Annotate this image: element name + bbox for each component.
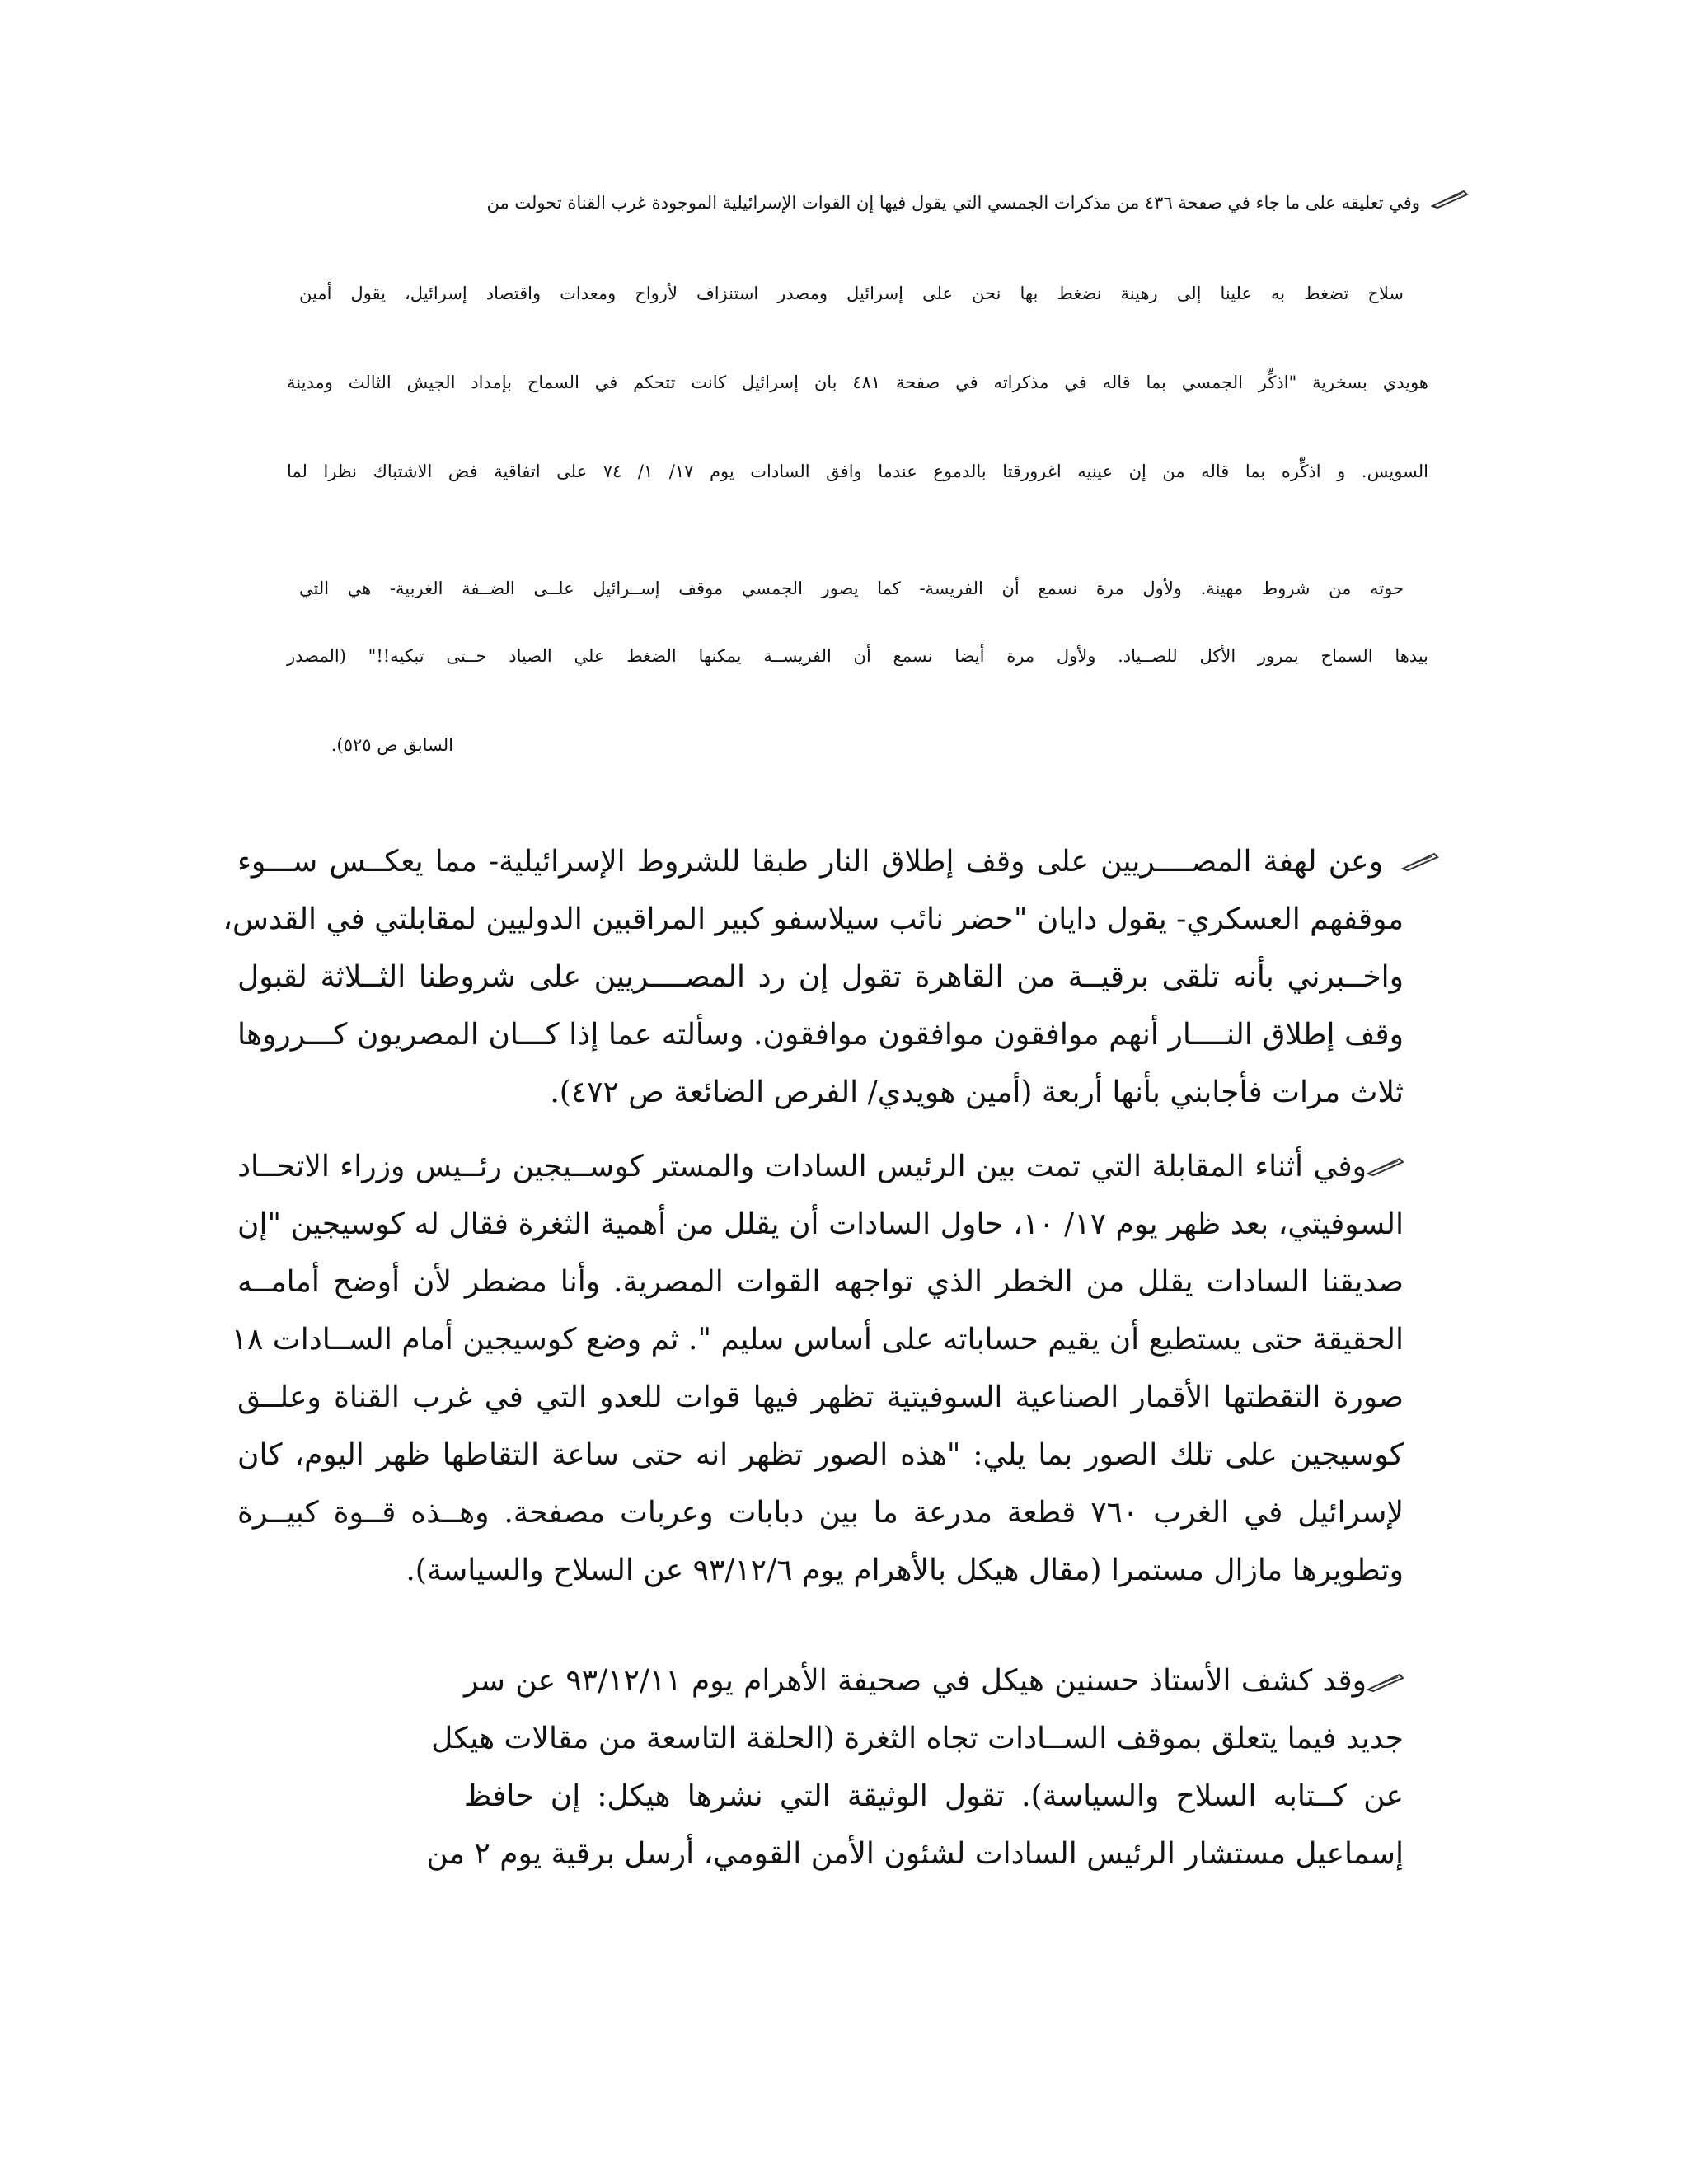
quill-pen-icon bbox=[1367, 1671, 1404, 1693]
block3-line-5: صورة التقطتها الأقمار الصناعية السوفيتية تظهر فيها قوات للعدو التي في غرب القناة وعلــق bbox=[237, 1380, 1404, 1414]
block2-line-1: وعن لهفة المصــــريين على وقف إطلاق النار طبقا للشروط الإسرائيلية- مما يعكــس ســـوء bbox=[237, 845, 1383, 879]
block4-line-4: إسماعيل مستشار الرئيس السادات لشئون الأمن القومي، أرسل برقية يوم ٢ من bbox=[426, 1837, 1404, 1871]
block1-line-7: السابق ص ٥٢٥). bbox=[331, 735, 453, 755]
block1-line-5: حوته من شروط مهينة. ولأول مرة نسمع أن الفريسة- كما يصور الجمسي موقف إســرائيل علــى الضــفة الغربية- هي التي bbox=[299, 579, 1404, 598]
quill-pen-icon bbox=[1431, 188, 1469, 209]
block3-line-4: الحقيقة حتى يستطيع أن يقيم حساباته على أساس سليم ". ثم وضع كوسيجين أمام الســادات ١٨ bbox=[231, 1323, 1404, 1357]
quill-pen-icon bbox=[1367, 1155, 1404, 1177]
block1-line-3: هويدي بسخرية "اذكِّر الجمسي بما قاله في مذكراته في صفحة ٤٨١ بان إسرائيل كانت تتحكم في السماح بإمداد الجيش الثالث ومدينة bbox=[287, 373, 1428, 392]
block1-line-2: سلاح تضغط به علينا إلى رهينة نضغط بها نحن على إسرائيل ومصدر استنزاف لأرواح ومعدات واقتصاد إسرائيل، يقول أمين bbox=[299, 284, 1404, 303]
block3-line-6: كوسيجين على تلك الصور بما يلي: "هذه الصور تظهر انه حتى ساعة التقاطها ظهر اليوم، كان bbox=[237, 1438, 1404, 1472]
block1-line-4: السويس. و اذكِّره بما قاله من إن عينيه اغرورقتا بالدموع عندما وافق السادات يوم ١٧/ ١/ ٧٤ على اتفاقية فض الاشتباك نظرا لما bbox=[287, 462, 1429, 481]
block4-line-2: جديد فيما يتعلق بموقف الســادات تجاه الثغرة (الحلقة التاسعة من مقالات هيكل bbox=[431, 1722, 1404, 1755]
block3-line-3: صديقنا السادات يقلل من الخطر الذي تواجهه القوات المصرية. وأنا مضطر لأن أوضح أمامــه bbox=[237, 1265, 1404, 1299]
block2-line-4: وقف إطلاق النــــار أنهم موافقون موافقون موافقون. وسألته عما إذا كـــان المصريون كـــرروها bbox=[237, 1018, 1404, 1052]
block3-line-2: السوفيتي، بعد ظهر يوم ١٧/ ١٠، حاول السادات أن يقلل من أهمية الثغرة فقال له كوسيجين "إن bbox=[237, 1207, 1404, 1241]
block3-line-7: لإسرائيل في الغرب ٧٦٠ قطعة مدرعة ما بين دبابات وعربات مصفحة. وهــذه قــوة كبيــرة bbox=[237, 1496, 1404, 1530]
block2-line-2: موقفهم العسكري- يقول دايان "حضر نائب سيلاسفو كبير المراقبين الدوليين لمقابلتي في القدس، bbox=[223, 902, 1404, 936]
block2-line-5: ثلاث مرات فأجابني بأنها أربعة (أمين هويدي/ الفرص الضائعة ص ٤٧٢). bbox=[550, 1076, 1404, 1109]
block3-line-1: وفي أثناء المقابلة التي تمت بين الرئيس السادات والمستر كوســيجين رئــيس وزراء الاتحــاد bbox=[237, 1150, 1367, 1183]
block4-line-1: وقد كشف الأستاذ حسنين هيكل في صحيفة الأهرام يوم ٩٣/١٢/١١ عن سر bbox=[464, 1664, 1367, 1698]
block2-line-3: واخــبرني بأنه تلقى برقيــة من القاهرة تقول إن رد المصــــريين على شروطنا الثــلاثة لقبول bbox=[237, 960, 1404, 994]
block3-line-8: وتطويرها مازال مستمرا (مقال هيكل بالأهرام يوم ٩٣/١٢/٦ عن السلاح والسياسة). bbox=[406, 1554, 1404, 1587]
quill-pen-icon bbox=[1401, 851, 1439, 872]
block4-line-3: عن كــتابه السلاح والسياسة). تقول الوثيقة التي نشرها هيكل: إن حافظ bbox=[464, 1779, 1404, 1813]
block1-line-6: بيدها السماح بمرور الأكل للصــياد. ولأول مرة أيضا نسمع أن الفريســة يمكنها الضغط علي الصياد حــتى تبكيه!!" (المصدر bbox=[287, 646, 1428, 666]
block1-line-1: وفي تعليقه على ما جاء في صفحة ٤٣٦ من مذكرات الجمسي التي يقول فيها إن القوات الإسرائيلية الموجودة غرب القناة تحولت من bbox=[486, 193, 1420, 213]
